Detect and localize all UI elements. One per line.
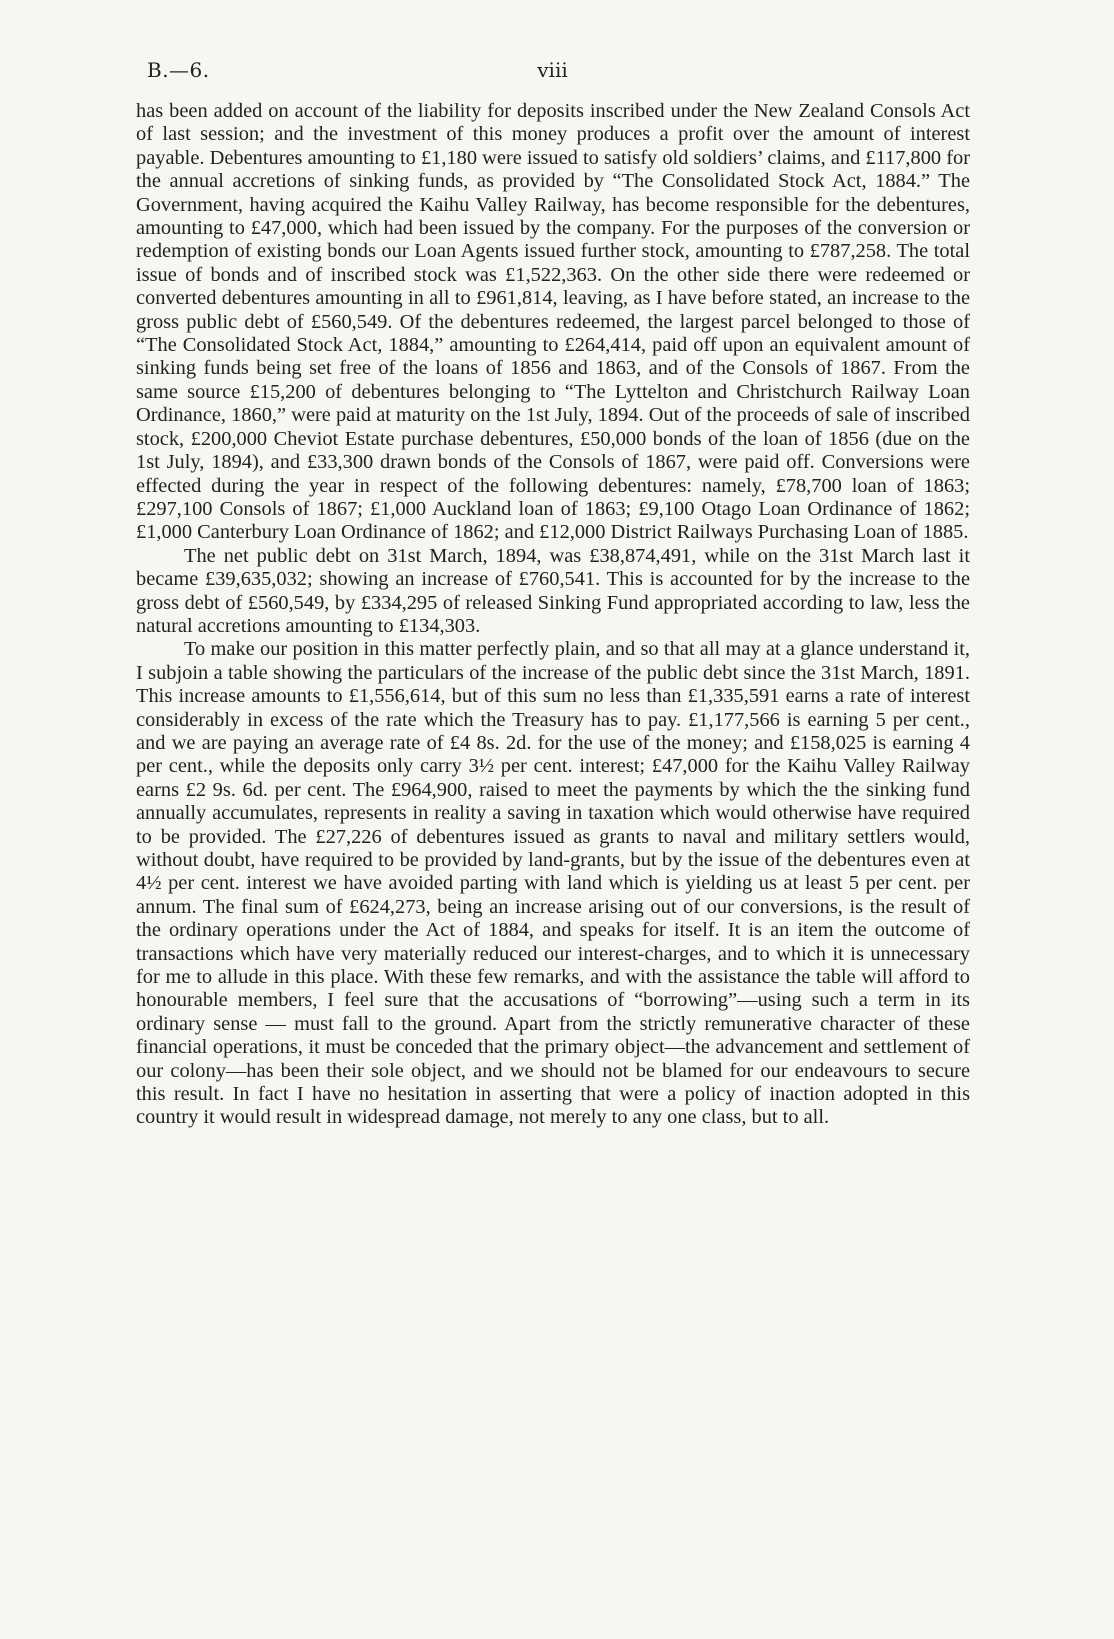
body-text <box>136 100 970 1130</box>
paragraph-net-public-debt: The net public debt on 31st March, 1894, was £38,874,491, while on the 31st March last it became £39,635,032; showing an increase of £760,541. This is accounted for by the increase to the gross debt of £560,549, by £334,295 of released Sinking Fund appropriated according to law, less the natural accretions amounting to £134,303. <box>136 544 970 637</box>
paragraph-continuation: has been added on account of the liability for deposits inscribed under the New Zealand Consols Act of last session; and the investment of this money produces a profit over the amount of interest payable. Debentures amounting to £1,180 were issued to satisfy old soldiers’ claims, and £117,800 for the annual accretions of sinking funds, as provided by “The Consolidated Stock Act, 1884.” The Government, having acquired the Kaihu Valley Railway, has become responsible for the debentures, amounting to £47,000, which had been issued by the company. For the purposes of the conversion or redemption of existing bonds our Loan Agents issued further stock, amounting to £787,258. The total issue of bonds and of inscribed stock was £1,522,363. On the other side there were redeemed or converted debentures amounting in all to £961,814, leaving, as I have before stated, an increase to the gross public debt of £560,549. Of the debentures redeemed, the largest parcel belonged to those of “The Consolidated Stock Act, 1884,” amounting to £264,414, paid off upon an equivalent amount of sinking funds being set free of the loans of 1856 and 1863, and of the Consols of 1867. From the same source £15,200 of debentures belonging to “The Lyttelton and Christchurch Railway Loan Ordinance, 1860,” were paid at maturity on the 1st July, 1894. Out of the proceeds of sale of inscribed stock, £200,000 Cheviot Estate purchase debentures, £50,000 bonds of the loan of 1856 (due on the 1st July, 1894), and £33,300 drawn bonds of the Consols of 1867, were paid off. Conversions were effected during the year in respect of the following debentures: namely, £78,700 loan of 1863; £297,100 Consols of 1867; £1,000 Auckland loan of 1863; £9,100 Otago Loan Ordinance of 1862; £1,000 Canterbury Loan Ordinance of 1862; and £12,000 District Railways Purchasing Loan of 1885. <box>136 100 970 544</box>
document-reference: B.—6. <box>147 58 210 82</box>
page-header <box>135 58 970 84</box>
paragraph-debt-increase-explanation: To make our position in this matter perfectly plain, and so that all may at a glance understand it, I subjoin a table showing the particulars of the increase of the public debt since the 31st March, 1891. This increase amounts to £1,556,614, but of this sum no less than £1,335,591 earns a rate of interest considerably in excess of the rate which the Treasury has to pay. £1,177,566 is earning 5 per cent., and we are paying an average rate of £4 8s. 2d. for the use of the money; and £158,025 is earning 4 per cent., while the deposits only carry 3½ per cent. interest; £47,000 for the Kaihu Valley Railway earns £2 9s. 6d. per cent. The £964,900, raised to meet the payments by which the the sinking fund annually accumulates, represents in reality a saving in taxation which would otherwise have required to be provided. The £27,226 of debentures issued as grants to naval and military settlers would, without doubt, have required to be provided by land-grants, but by the issue of the debentures even at 4½ per cent. interest we have avoided parting with land which is yielding us at least 5 per cent. per annum. The final sum of £624,273, being an increase arising out of our conversions, is the result of the ordinary operations under the Act of 1884, and speaks for itself. It is an item the outcome of transactions which have very materially reduced our interest-charges, and to which it is unnecessary for me to allude in this place. With these few remarks, and with the assistance the table will afford to honourable members, I feel sure that the accusations of “borrowing”—using such a term in its ordinary sense — must fall to the ground. Apart from the strictly remunerative character of these financial operations, it must be conceded that the primary object—the advancement and settlement of our colony—has been their sole object, and we should not be blamed for our endeavours to secure this result. In fact I have no hesitation in asserting that were a policy of inaction adopted in this country it would result in widespread damage, not merely to any one class, but to all. <box>136 638 970 1129</box>
page-number: viii <box>537 58 568 82</box>
